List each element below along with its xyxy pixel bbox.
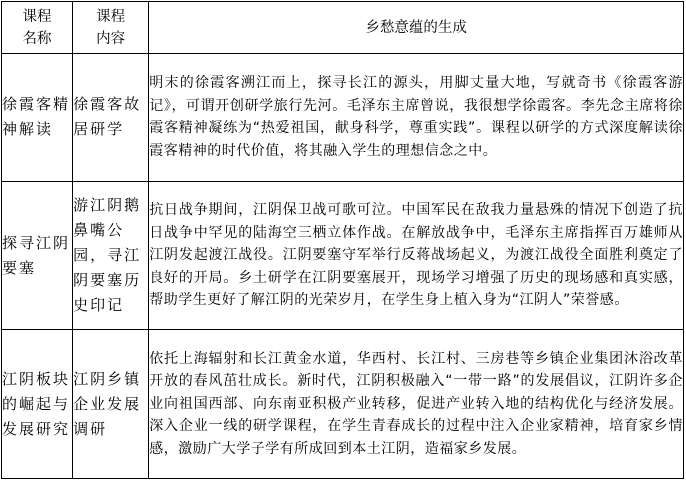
row-1-course-name-text: 徐霞客精神解读 <box>2 95 71 139</box>
row-3-course-content-text: 江阴乡镇企业发展调研 <box>73 369 142 438</box>
row-2-course-name <box>2 181 73 330</box>
row-1-course-content <box>73 54 149 182</box>
header-row <box>2 2 684 54</box>
header-generation-text: 乡愁意蕴的生成 <box>365 19 467 36</box>
row-3-course-name <box>2 330 73 479</box>
row-2-description-text: 抗日战争期间，江阴保卫战可歌可泣。中国军民在敌我力量悬殊的情况下创造了抗日战争中罕见的陆海空三栖立体作战。在解放战争中，毛泽东主席指挥百万雄师从江阴发起渡江战役。江阴要塞守军举行反蒋战场起义，为渡江战役全面胜利奠定了良好的开局。乡土研学在江阴要塞展开，现场学习增强了历史的现场感和真实感，帮助学生更好了解江阴的光荣岁月，在学生身上植入身为“江阴人”荣誉感。 <box>149 202 683 309</box>
row-1-description <box>149 54 684 182</box>
table-row <box>2 330 684 479</box>
header-generation <box>149 2 684 54</box>
row-3-description-text: 依托上海辐射和长江黄金水道，华西村、长江村、三房巷等乡镇企业集团沐浴改革开放的春风茁壮成长。新时代，江阴积极融入“一带一路”的发展倡议，江阴许多企业向祖国西部、向东南亚积极产业转移，促进产业转入地的结构优化与经济发展。深入企业一线的研学课程，在学生青春成长的过程中注入企业家精神，培育家乡情感，激励广大学子学有所成回到本土江阴，造福家乡发展。 <box>149 350 683 458</box>
row-2-course-content <box>73 181 149 330</box>
course-table <box>1 1 684 479</box>
row-3-course-name-text: 江阴板块的崛起与发展研究 <box>2 369 71 438</box>
table-row <box>2 181 684 330</box>
header-course-name-text: 课程名称 <box>22 8 52 47</box>
row-2-course-content-text: 游江阴鹅鼻嘴公园，寻江阴要塞历史印记 <box>73 196 142 315</box>
row-2-course-name-text: 探寻江阴要塞 <box>2 233 71 277</box>
row-1-course-name <box>2 54 73 182</box>
header-course-content-text: 课程内容 <box>96 8 126 47</box>
row-3-course-content <box>73 330 149 479</box>
row-1-course-content-text: 徐霞客故居研学 <box>73 95 142 139</box>
row-1-description-text: 明末的徐霞客溯江而上，探寻长江的源头，用脚丈量大地，写就奇书《徐霞客游记》，可谓开创研学旅行先河。毛泽东主席曾说，我很想学徐霞客。李先念主席将徐霞客精神凝练为“热爱祖国，献身科学，尊重实践”。课程以研学的方式深度解读徐霞客精神的时代价值，将其融入学生的理想信念之中。 <box>149 75 683 160</box>
header-course-name <box>2 2 73 54</box>
header-course-content <box>73 2 149 54</box>
table-row <box>2 54 684 182</box>
row-3-description <box>149 330 684 479</box>
row-2-description <box>149 181 684 330</box>
